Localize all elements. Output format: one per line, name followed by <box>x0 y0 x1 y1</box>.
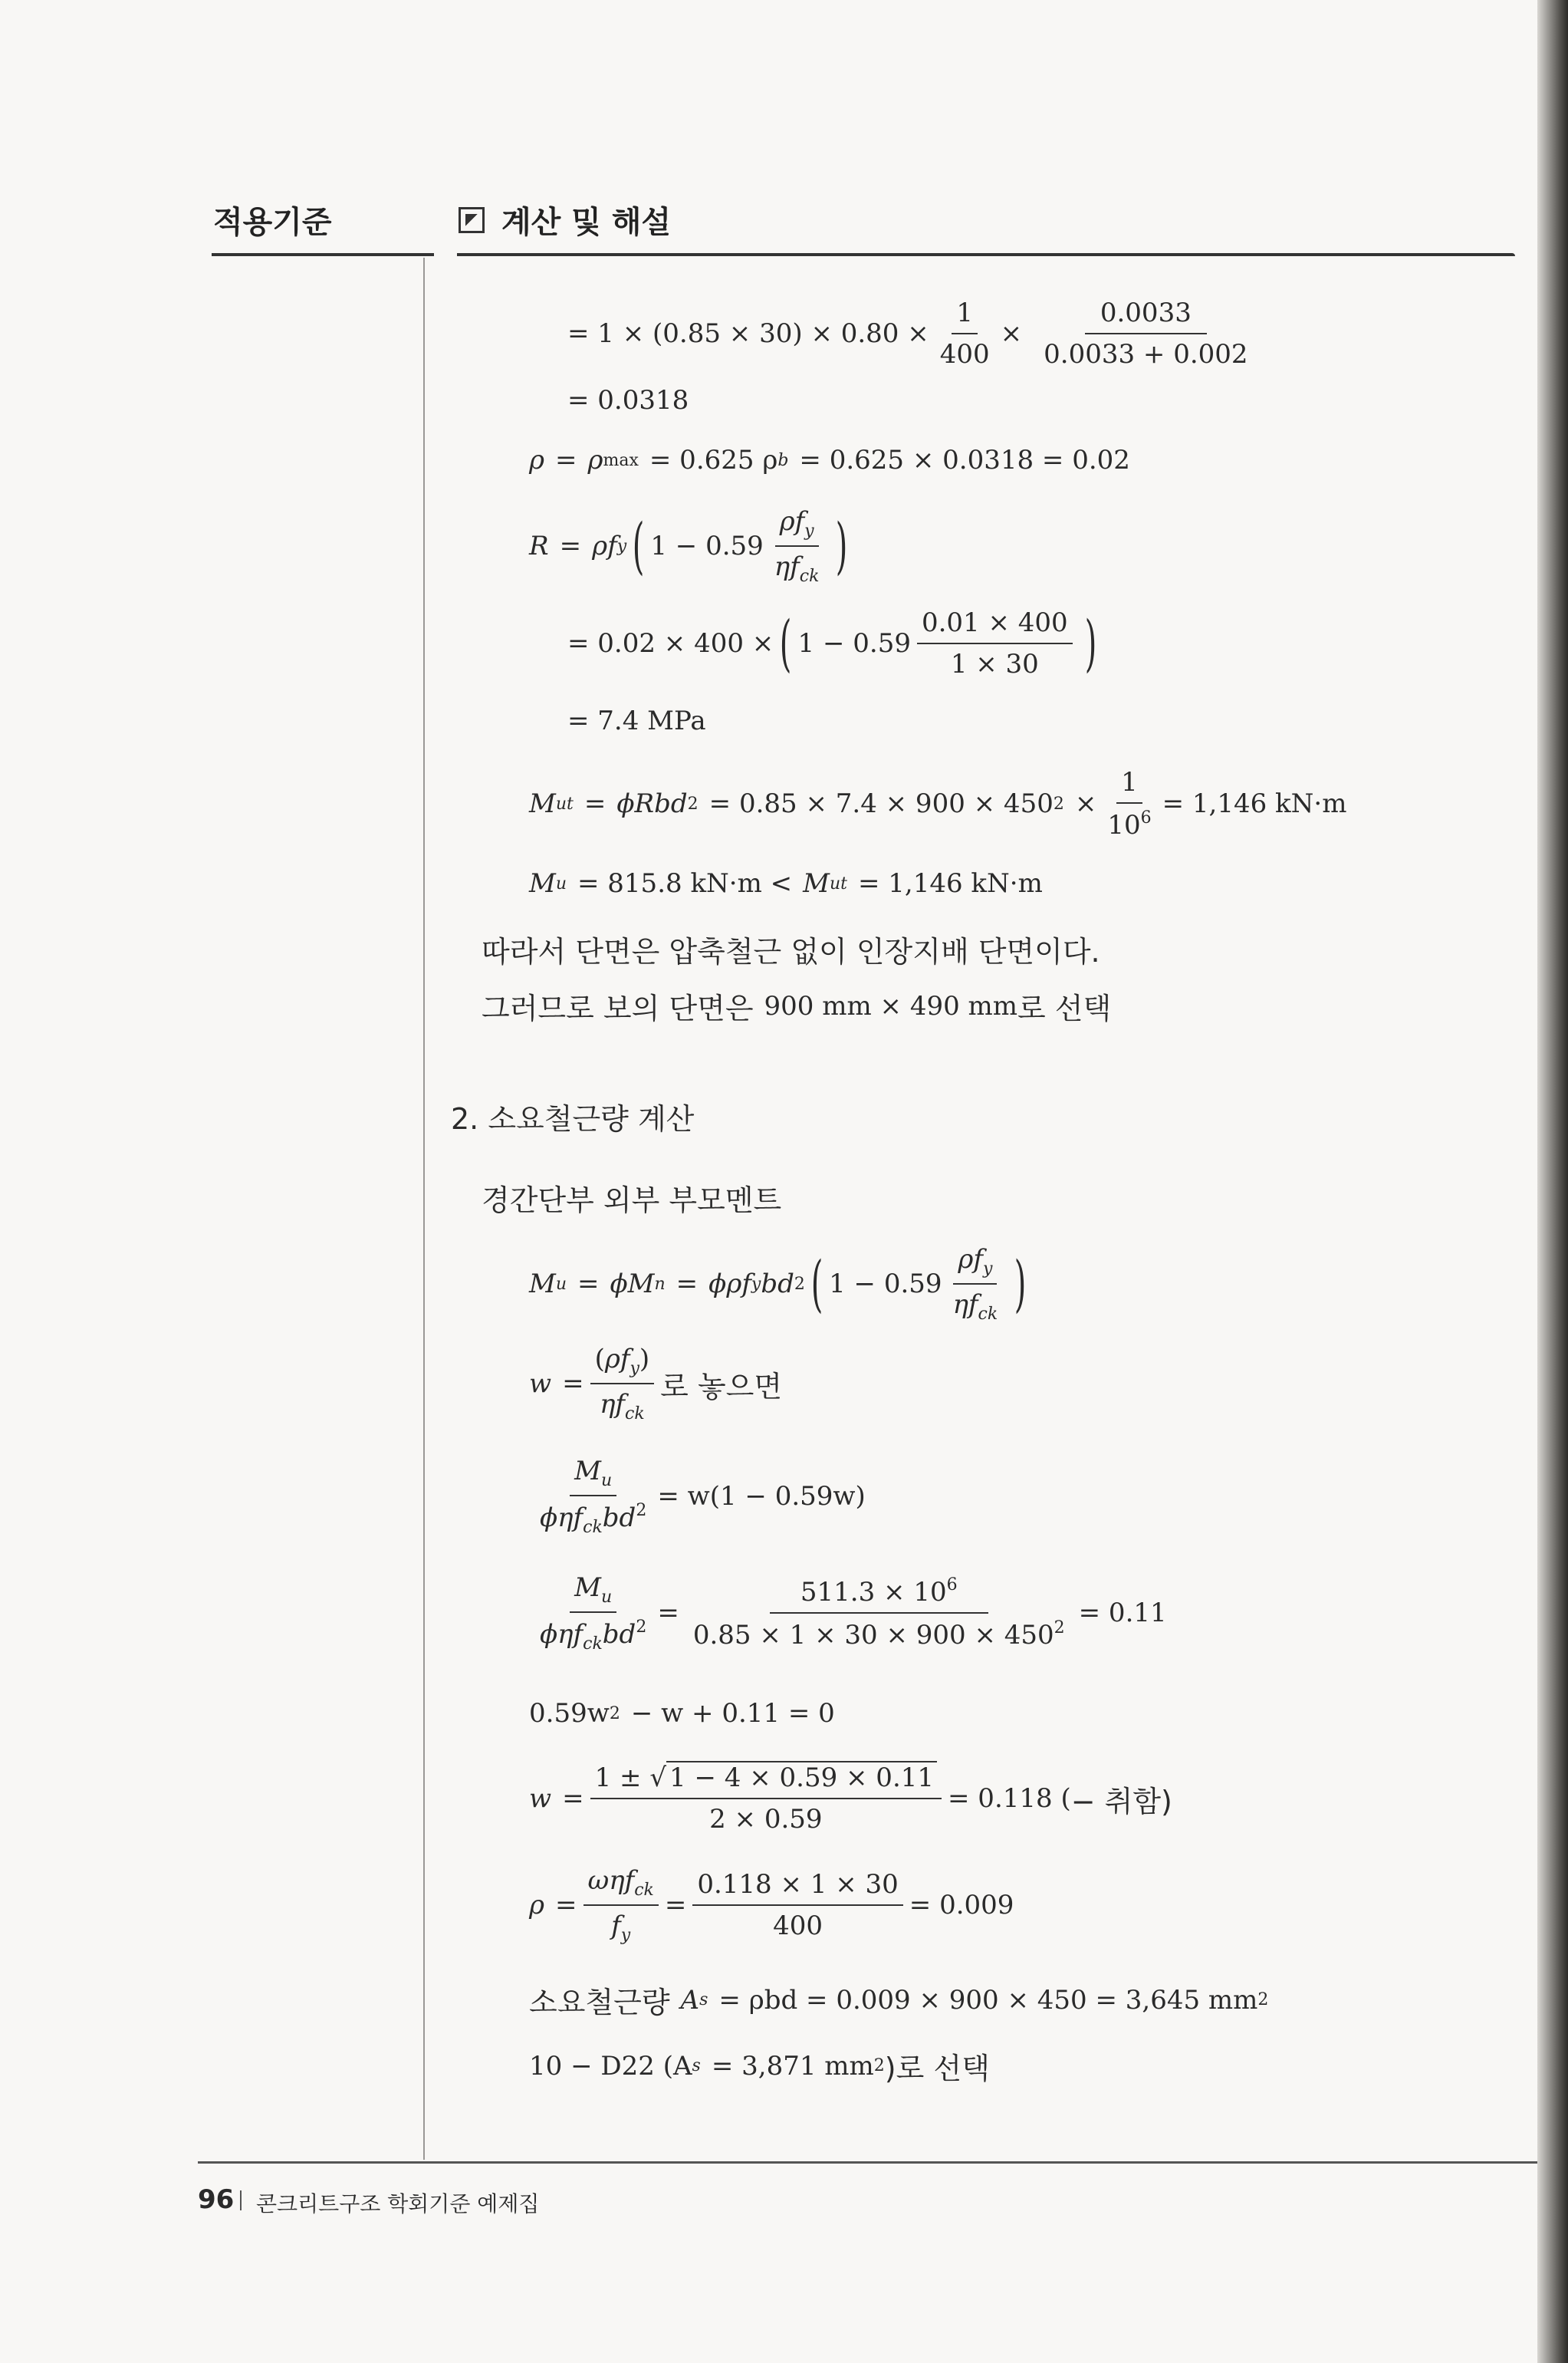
fraction <box>935 298 994 370</box>
header-left-rule <box>212 253 434 256</box>
frac-den: 400 <box>939 339 990 370</box>
fraction: $\frac{M_u}{\phi\eta f_{ck}bd^2}$ <box>540 1456 647 1537</box>
eq-text: = 0.625 ρ <box>649 445 778 476</box>
symbol: ρ <box>529 445 544 476</box>
fraction <box>917 607 1073 680</box>
eq-text: = w(1 − 0.59w) <box>657 1481 866 1512</box>
equation-w-def: w = $\frac{(\rho f_y)}{\eta f_{ck}}$ 로 놓으면 <box>529 1344 783 1423</box>
fraction: $\frac{1}{10^6}$ <box>1107 767 1152 841</box>
eq-text: = 0.85 × 7.4 × 900 × 450 <box>708 788 1054 819</box>
frac-den: 0.85 × 1 × 30 × 900 × 450 <box>692 1620 1054 1650</box>
frac-den: 1 × 30 <box>950 649 1039 680</box>
header-right-rule <box>457 253 1515 256</box>
fraction: $\frac{(\rho f_y)}{\eta f_{ck}}$ <box>590 1344 655 1423</box>
equation-rho-b-calc <box>567 298 1270 370</box>
header-left-title: 적용기준 <box>213 205 332 240</box>
footer-rule <box>198 2161 1555 2164</box>
frac-den: 400 <box>773 1910 823 1941</box>
equation-R-result: = 7.4 MPa <box>567 706 706 736</box>
eq-text: − w + 0.11 = 0 <box>630 1698 835 1729</box>
equation-rho-from-w: ρ = $\frac{\omega\eta f_{ck}}{f_y}$ = $\frac{0.118 \times 1 \times 30}{400}$ = 0.009 <box>529 1865 1014 1945</box>
equation-rebar-selection: 10 − D22 (A s = 3,871 mm 2 )로 선택 <box>529 2045 990 2087</box>
column-divider <box>423 258 425 2160</box>
eq-text: 로 놓으면 <box>660 1369 783 1404</box>
text-conclusion-1: 따라서 단면은 압축철근 없이 인장지배 단면이다. <box>482 935 1100 969</box>
fraction: $\frac{1 \pm √ 1 - 4 \times 0.59 \times 0.11}{2 \times 0.59}$ <box>590 1762 942 1835</box>
fraction: $\frac{M_u}{\phi\eta f_{ck}bd^2}$ <box>540 1572 647 1654</box>
equation-quadratic: 0.59w 2 − w + 0.11 = 0 <box>529 1698 835 1729</box>
sqrt-content: 1 − 4 × 0.59 × 0.11 <box>666 1761 937 1793</box>
fraction: $\frac{\rho f_y}{\eta f_{ck}}$ <box>774 506 820 586</box>
eq-text: = ρbd = 0.009 × 900 × 450 = 3,645 mm <box>718 1984 1258 2016</box>
section-2-heading: 2. 소요철근량 계산 <box>451 1102 695 1136</box>
eq-text: 0.59w <box>529 1698 610 1729</box>
eq-text: )로 선택 <box>884 2052 990 2085</box>
frac-den: 0.0033 + 0.002 <box>1044 339 1248 370</box>
checkbox-square-icon <box>459 207 485 233</box>
eq-text: = 1,146 kN·m <box>857 868 1043 899</box>
equation-R-calc: = 0.02 × 400 × ( 1 − 0.59 $\frac{0.01 \times 400}{1 \times 30}$ ) <box>567 607 1097 680</box>
header-right <box>459 198 671 242</box>
symbol: ρ <box>587 445 603 476</box>
frac-den: 10 <box>1107 810 1141 841</box>
fraction: $\frac{\omega\eta f_{ck}}{f_y}$ <box>583 1865 659 1945</box>
eq-text: = 0.11 <box>1078 1598 1167 1628</box>
eq-text: × <box>1000 318 1023 349</box>
eq-text: = 0.009 <box>909 1890 1014 1920</box>
equation-R: R = ρf y ( 1 − 0.59 $\frac{\rho f_y}{\eta f_{ck}}$ ) <box>529 506 848 586</box>
fraction: $\frac{\rho f_y}{\eta f_{ck}}$ <box>952 1244 998 1324</box>
equation-Mut: M ut = ϕRbd 2 = 0.85 × 7.4 × 900 × 450 2 × $\frac{1}{10^6}$ = 1,146 kN·m <box>529 767 1347 841</box>
frac-num: 0.118 × 1 × 30 <box>692 1869 902 1906</box>
text-part: 로 선택 <box>1017 992 1112 1025</box>
eq-text: 10 − D22 (A <box>529 2050 692 2082</box>
fraction: $\frac{511.3 \times 10^6}{0.85 \times 1 \times 30 \times 900 \times 450^2}$ <box>692 1575 1065 1650</box>
fraction <box>692 1869 902 1941</box>
eq-text: = 815.8 kN·m < <box>577 868 793 899</box>
fraction <box>1028 298 1263 370</box>
eq-text: = 3,871 mm <box>711 2050 874 2082</box>
page-edge-shadow <box>1537 0 1568 2363</box>
frac-num: 1 <box>952 298 978 334</box>
eq-text: 1 − 0.59 <box>797 628 911 659</box>
equation-rho-b-result: = 0.0318 <box>567 385 689 416</box>
text-part: 그러므로 보의 단면은 <box>482 992 754 1025</box>
eq-text: = 0.625 × 0.0318 = 0.02 <box>799 445 1130 476</box>
book-title: 콘크리트구조 학회기준 예제집 <box>256 2191 540 2217</box>
frac-num: 0.0033 <box>1085 298 1207 334</box>
equation-Mu-phiMn: M u = ϕM n = ϕρf y bd 2 ( 1 − 0.59 $\frac{\rho f_y}{\eta f_{ck}}$ ) <box>529 1244 1027 1324</box>
eq-text: = 1 × (0.85 × 30) × 0.80 × <box>567 318 929 349</box>
equation-normalized-moment-calc: $\frac{M_u}{\phi\eta f_{ck}bd^2}$ = $\frac{511.3 \times 10^6}{0.85 \times 1 \times 30 \times 900 \times 450^2}$ = 0.11 <box>529 1572 1167 1654</box>
text-part: 900 mm × 490 mm <box>764 990 1018 1022</box>
frac-num: 1 ± <box>594 1762 642 1793</box>
eq-text: 소요철근량 <box>529 1986 670 2019</box>
frac-num: 0.01 × 400 <box>917 607 1073 644</box>
text-conclusion-2 <box>482 985 1111 1027</box>
eq-text: − 취함) <box>1070 1784 1172 1818</box>
frac-den: 2 × 0.59 <box>709 1804 823 1835</box>
eq-text: = 0.02 × 400 × <box>567 628 774 659</box>
page-number: 96 <box>198 2184 235 2215</box>
equation-w-solution: w = $\frac{1 \pm √ 1 - 4 \times 0.59 \times 0.11}{2 \times 0.59}$ = 0.118 ( − 취함) <box>529 1762 1172 1835</box>
footer-divider <box>240 2190 242 2210</box>
subsection-heading: 경간단부 외부 부모멘트 <box>482 1183 782 1217</box>
eq-text: = 0.118 ( <box>948 1783 1071 1814</box>
equation-As-required: 소요철근량 A s = ρbd = 0.009 × 900 × 450 = 3,645 mm 2 <box>529 1979 1268 2021</box>
frac-num: 1 <box>1116 767 1142 804</box>
equation-normalized-moment <box>529 1456 866 1537</box>
header-right-title: 계산 및 해설 <box>501 205 672 240</box>
equation-Mu-compare: M u = 815.8 kN·m < M ut = 1,146 kN·m <box>529 868 1043 899</box>
equation-rho: ρ = ρ max = 0.625 ρ b = 0.625 × 0.0318 = 0.02 <box>529 445 1130 476</box>
frac-num: 511.3 × 10 <box>800 1577 947 1608</box>
eq-text: = 1,146 kN·m <box>1162 788 1347 819</box>
